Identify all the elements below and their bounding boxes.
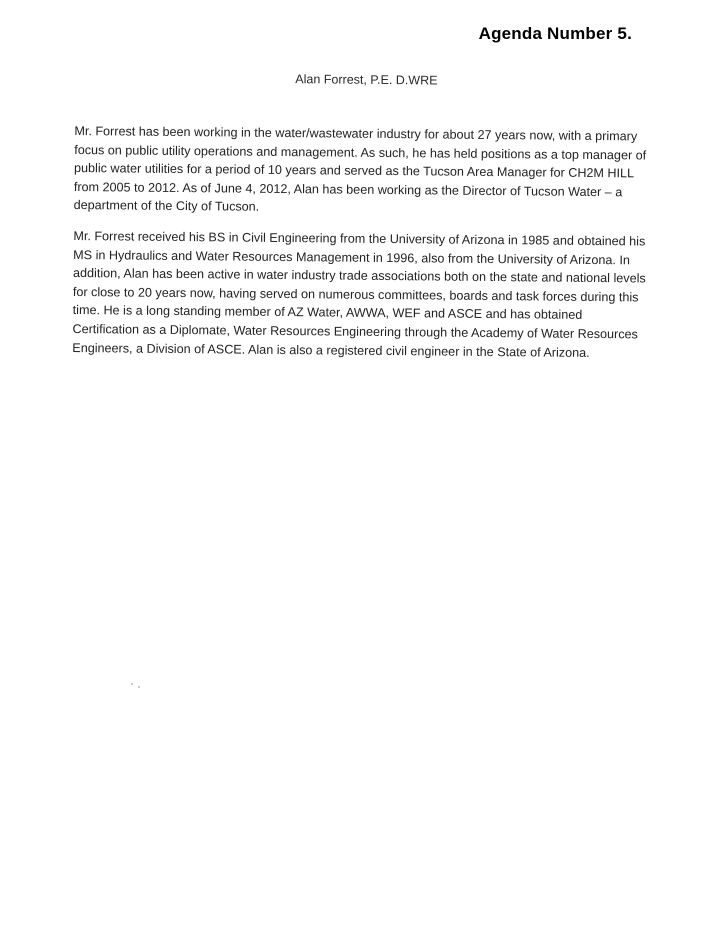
document-title: Alan Forrest, P.E. D.WRE xyxy=(295,72,438,88)
scanned-letter-body xyxy=(72,70,650,375)
scan-speck xyxy=(138,686,140,688)
agenda-number-label: Agenda Number 5. xyxy=(478,24,632,43)
bio-paragraph-1: Mr. Forrest has been working in the water/wastewater industry for about 27 years now, with a primary focus on public utility operations and management. As such, he has held positions as a top manager of public water utilities for a period of 10 years and served as the Tucson Area Manager for CH2M HILL from 2005 to 2012. As of June 4, 2012, Alan has been working as the Director of Tucson Water – a department of the City of Tucson. xyxy=(73,123,647,215)
bio-paragraph-2: Mr. Forrest received his BS in Civil Engineering from the University of Arizona in 1985 and obtained his MS in Hydraulics and Water Resources Management in 1996, also from the University of Arizona. In addition, Alan has been active in water industry trade associations both on the state and national levels for close to 20 years now, having served on numerous committees, boards and task forces during this time. He is a long standing member of AZ Water, AWWA, WEF and ASCE and has obtained Certification as a Diplomate, Water Resources Engineering through the Academy of Water Resources Engineers, a Division of ASCE. Alan is also a registered civil engineer in the State of Arizona. xyxy=(72,228,646,360)
scan-speck xyxy=(131,683,133,685)
